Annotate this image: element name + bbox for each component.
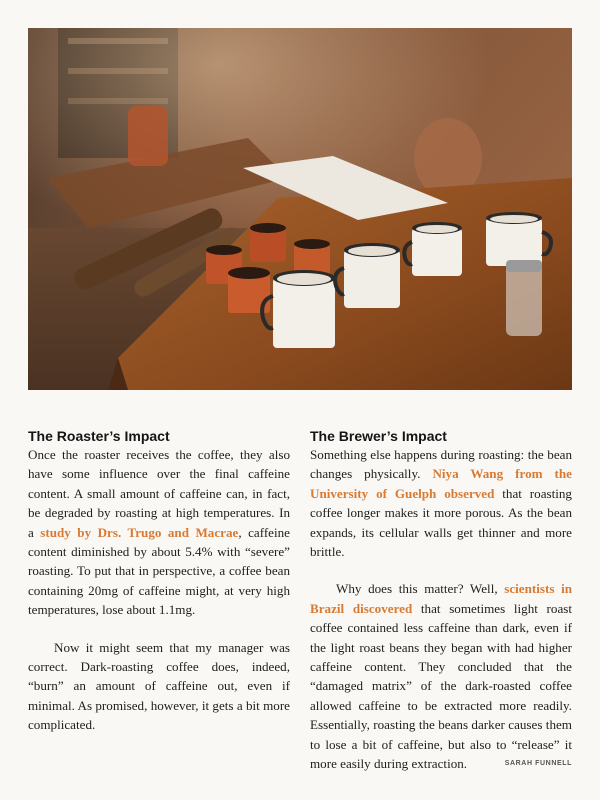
text-run: that sometimes light roast coffee contained less caffeine than dark, even if the light roast beans they began with had higher caffeine content. They concluded that the “damaged matrix” of the dark-roasted coffee allowed caffeine to be extracted more readily. Essentially, roasting the beans darker causes them to lose a bit of caffeine, but also to “release” it more easily during extraction. <box>310 600 572 772</box>
roaster-impact-paragraph-1 <box>28 445 290 620</box>
brazil-scientists-link[interactable]: scientists in Brazil discovered <box>310 581 572 616</box>
niya-wang-study-link[interactable]: Niya Wang from the University of Guelph observed <box>310 466 572 501</box>
brewer-impact-heading: The Brewer’s Impact <box>310 428 447 444</box>
text-run: Why does this matter? Well, <box>336 581 505 597</box>
brewer-impact-paragraph-1 <box>310 445 572 561</box>
brewer-impact-section <box>310 427 572 774</box>
roaster-impact-paragraph-2: Now it might seem that my manager was correct. Dark-roasting coffee does, indeed, “burn” an amount of caffeine out, even if minimal. As promised, however, it gets a bit more complicated. <box>28 639 290 733</box>
text-run: Something else happens during roasting: the bean changes physically. <box>310 447 572 482</box>
author-byline: SARAH FUNNELL <box>504 760 572 767</box>
text-run: Once the roaster receives the coffee, they also have some influence over the final caffeine content. A small amount of caffeine can, in fact, be degraded by roasting at high temperatures. In a <box>28 447 290 540</box>
trugo-macrae-study-link[interactable]: study by Drs. Trugo and Macrae <box>40 524 239 540</box>
text-run: , caffeine content diminished by about 5.4% with “severe” roasting. To put that in perspective, a coffee bean containing 20mg of caffeine might, at very high temperatures, lose about 1.1mg. <box>28 524 290 618</box>
text-run: that roasting coffee longer makes it more porous. As the bean expands, its cellular walls get thinner and more brittle. <box>310 485 572 560</box>
roaster-impact-section <box>28 427 290 735</box>
coffee-cups-photo <box>28 28 572 390</box>
brewer-impact-paragraph-2 <box>310 579 572 773</box>
roaster-impact-heading: The Roaster’s Impact <box>28 428 170 444</box>
